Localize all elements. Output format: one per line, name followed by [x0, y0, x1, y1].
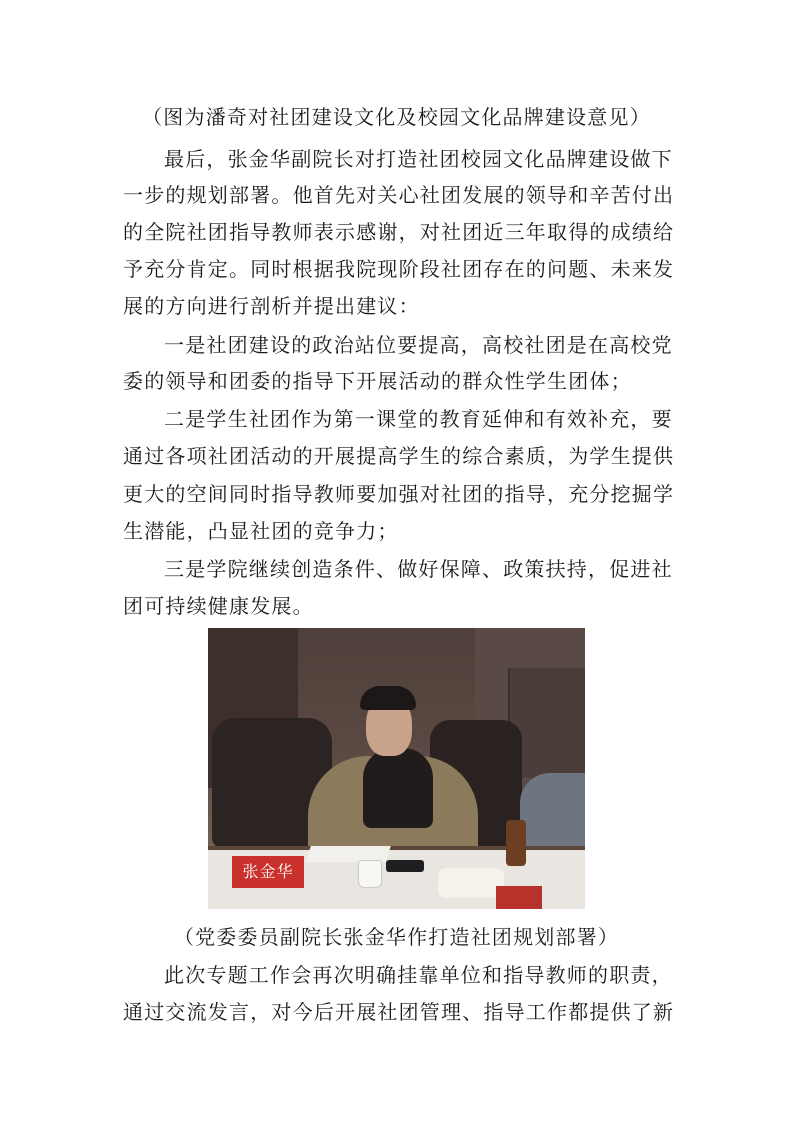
text-line: 展的方向进行剖析并提出建议：: [123, 294, 420, 318]
text-line: 一步的规划部署。他首先对关心社团发展的领导和辛苦付出: [123, 183, 675, 207]
text-line: 二是学生社团作为第一课堂的教育延伸和有效补充，要: [164, 407, 673, 431]
text-line: 此次专题工作会再次明确挂靠单位和指导教师的职责，: [164, 963, 673, 987]
photo-nameplate: 张金华: [232, 856, 304, 888]
photo-cup: [358, 860, 382, 888]
photo-second-nameplate: [496, 886, 542, 909]
photo-person-hood: [363, 748, 433, 828]
text-line: 的全院社团指导教师表示感谢，对社团近三年取得的成绩给: [123, 220, 675, 244]
text-line: 生潜能，凸显社团的竞争力；: [123, 519, 399, 543]
meeting-photo: [208, 628, 585, 909]
photo-tissue-box: [438, 868, 504, 898]
text-line: 予充分肯定。同时根据我院现阶段社团存在的问题、未来发: [123, 257, 675, 281]
text-line: 一是社团建设的政治站位要提高，高校社团是在高校党: [164, 333, 673, 357]
text-line: 通过交流发言，对今后开展社团管理、指导工作都提供了新: [123, 1000, 675, 1024]
text-line: 最后，张金华副院长对打造社团校园文化品牌建设做下: [164, 147, 673, 171]
text-line: 委的领导和团委的指导下开展活动的群众性学生团体；: [123, 369, 632, 393]
text-line: 更大的空间同时指导教师要加强对社团的指导，充分挖掘学: [123, 482, 675, 506]
text-line: 团可持续健康发展。: [123, 594, 314, 618]
caption-photo: （党委委员副院长张金华作打造社团规划部署）: [173, 925, 620, 949]
caption-top: （图为潘奇对社团建设文化及校园文化品牌建设意见）: [142, 105, 651, 129]
text-line: 三是学院继续创造条件、做好保障、政策扶持，促进社: [164, 557, 673, 581]
photo-bottle: [506, 820, 526, 866]
photo-phone: [386, 860, 424, 872]
photo-person-hair: [360, 686, 416, 710]
text-line: 通过各项社团活动的开展提高学生的综合素质，为学生提供: [123, 444, 675, 468]
